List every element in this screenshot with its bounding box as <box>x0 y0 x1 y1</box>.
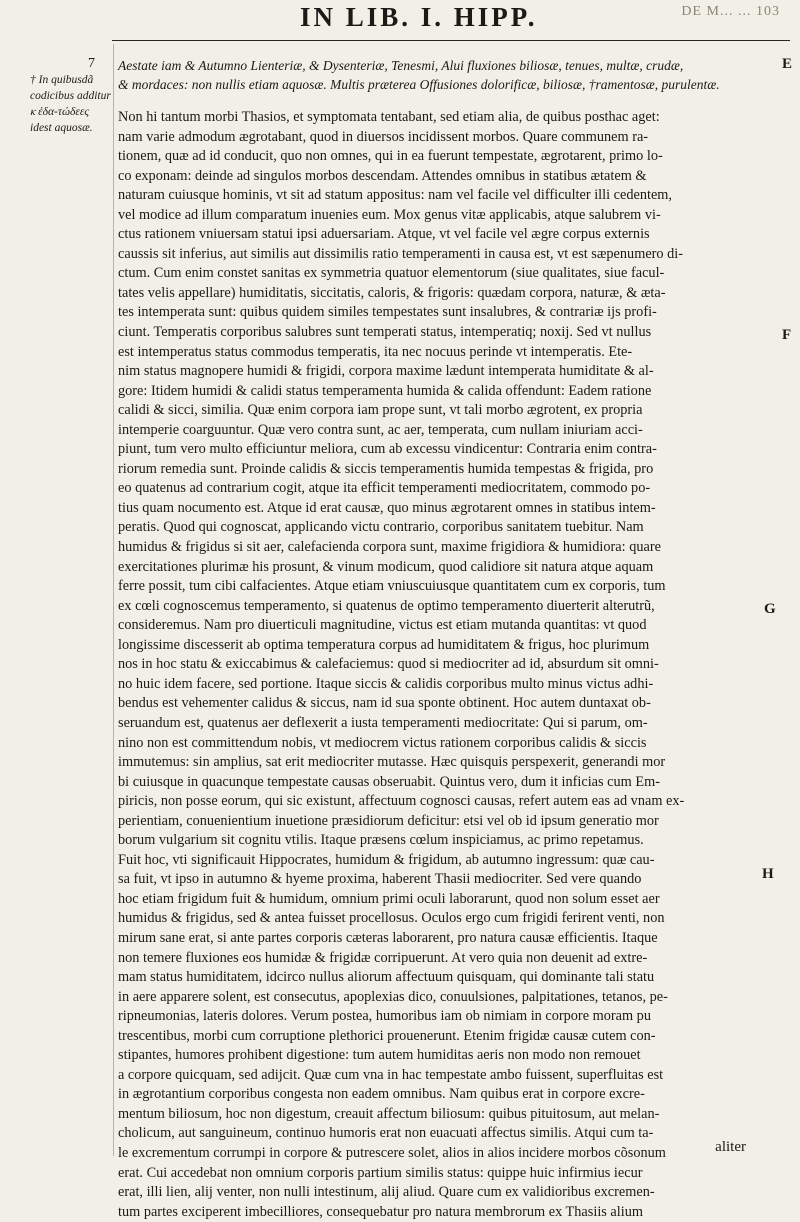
text-line: ctum. Cum enim constet sanitas ex symmetria quatuor elementorum (siue qualitates, siue facul- <box>118 265 665 282</box>
margin-number: 7 <box>88 56 95 71</box>
text-line: Fuit hoc, vti significauit Hippocrates, humidum & frigidum, ab autumno ingressum: quæ cau- <box>118 851 655 868</box>
text-line: nam varie admodum ægrotabant, quod in diuersos incidissent morbos. Quare communem ra- <box>118 128 649 145</box>
text-line: erat. Cui accedebat non omnium corporis partium similis status: quippe huic infirmius iecur <box>118 1164 643 1181</box>
text-line: piunt, tum vero multo efficiuntur meliora, cum ab excessu vindicentur: Contraria enim contra- <box>118 441 657 458</box>
text-line: hoc etiam frigidum fuit & humidum, omnium primi oculi laborarunt, quod non solum esset aer <box>118 890 660 907</box>
text-line: consideremus. Nam pro diuerticuli magnitudine, victus est etiam mutanda quantitas: vt quod <box>118 617 647 634</box>
text-line: a corpore quicquam, sed adijcit. Quæ cum vna in hac tempestate ambo fuissent, superfluitas est <box>118 1066 664 1083</box>
section-marker-g: G <box>764 601 776 617</box>
margin-note: † In quibusdã codicibus additur ⲕ ἐδα-τώδεες idest aquosæ. <box>30 74 111 134</box>
section-marker-f: F <box>782 327 792 343</box>
text-line: borum vulgarium sit cognitu vtilis. Itaque præsens cœlum inspiciamus, ac primo repetamus. <box>118 832 644 849</box>
main-text-column <box>118 56 768 1222</box>
text-line: tionem, quæ ad id conducit, quo non omnes, qui in ea fuerunt tempestate, ægrotarent, primo lo- <box>118 148 663 165</box>
text-line: bendus est vehementer calidus & siccus, nam id sua sponte obtinent. Hoc autem duntaxat ob- <box>118 695 651 712</box>
aphorism-line: & mordaces: non nullis etiam aquosæ. Multis præterea Offusiones dolorificæ, biliosæ, †ramentosæ, purulentæ. <box>118 77 720 92</box>
page-reference: DE M... ... 103 <box>681 4 780 19</box>
section-marker-e: E <box>782 56 793 72</box>
text-line: mam status humiditatem, idcirco nullus aliorum affectuum quisquam, qui dominante tali statu <box>118 969 655 986</box>
text-line: co exponam: deinde ad singulos morbos descendam. Attendes omnibus in statibus ætatem & <box>118 167 647 184</box>
text-line: est intemperatus status commodus temperatis, ita nec nocuus perinde vt intemperatis. Ete- <box>118 343 633 360</box>
text-line: humidus & frigidus si sit aer, calefacienda corpora sunt, maxime frigidiora & humidiora: quare <box>118 539 661 556</box>
text-line: bi cuiusque in quacunque tempestate causas obseruabit. Quintus vero, dum it inficias cum Em- <box>118 773 660 790</box>
text-line: sa fuit, vt ipso in autumno & hyeme proxima, haberent Thasii mediocriter. Sed vere quando <box>118 871 642 888</box>
text-line: erat, illi lien, alij venter, non nulli intestinum, alij aliud. Quare cum ex validioribus excremen- <box>118 1184 655 1201</box>
text-line: ex cœli cognoscemus temperamento, si quatenus de optimo temperamento diuerterit alterutrũ, <box>118 597 655 614</box>
text-line: Non hi tantum morbi Thasios, et symptomata tentabant, sed etiam alia, de quibus posthac aget: <box>118 109 660 125</box>
text-line: nino non est committendum nobis, vt mediocrem victus rationem corporibus calidis & siccis <box>118 734 647 751</box>
text-line: calidi & sicci, similia. Quæ enim corpora iam prope sunt, vt tali morbo ægrotent, ex propria <box>118 402 643 419</box>
text-line: in ægrotantium corporibus congesta non eadem omnibus. Nam quibus erat in corpore excre- <box>118 1086 645 1103</box>
header-rule <box>112 40 790 41</box>
text-line: nim status magnopere humidi & frigidi, corpora maxime lædunt intemperata humiditate & al- <box>118 363 654 380</box>
text-line: nos in hoc statu & exiccabimus & calefaciemus: quod si mediocriter ad id, absurdum sit omni- <box>118 656 659 673</box>
aphorism-line: Aestate iam & Autumno Lienteriæ, & Dysenteriæ, Tenesmi, Alui fluxiones biliosæ, tenues, multæ, crudæ, <box>118 58 684 73</box>
text-line: humidus & frigidus, sed & antea fuisset procellosus. Oculos ergo cum frigidi ferirent venti, non <box>118 910 665 927</box>
text-line: cholicum, aut sanguineum, continuo humoris erat non euacuati affectus similis. Atqui cum ta- <box>118 1125 654 1142</box>
text-line: ctus rationem vniuersam statui ipsi aduersariam. Atque, vt vel facile vel ægre corpus externis <box>118 226 650 243</box>
text-line: no huic idem facere, sed portione. Itaque siccis & calidis corporibus multo minus victus adhi- <box>118 675 654 692</box>
text-line: perientiam, conuenientium inuetione præsidiorum deficitur: etsi vel ob id ipsum generatio mor <box>118 812 659 829</box>
text-line: mentum biliosum, hoc non digestum, creauit affectum biliosum: quibus pituitosum, aut melan- <box>118 1105 660 1122</box>
text-line: naturam cuiusque hominis, vt sit ad statum appositus: nam vel facile vel difficulter illi cedentem, <box>118 187 673 204</box>
commentary-text <box>118 108 768 1222</box>
margin-divider <box>113 44 114 1156</box>
aphorism-text <box>118 56 768 94</box>
text-line: trescentibus, morbi cum corruptione plethorici prouenerunt. Etenim frigidæ causæ cutem con- <box>118 1027 656 1044</box>
text-line: tius quam nocumento est. Atque id erat causæ, quo minus ægrotarent omnes in statibus intem- <box>118 499 656 516</box>
text-line: tum partes exciperent imbecilliores, consequebatur pro natura membrorum ex Thasiis alium <box>118 1203 643 1220</box>
text-line: peratis. Quod qui cognoscat, applicando victu contrario, corporibus sanitatem tuebitur. Nam <box>118 519 644 536</box>
text-line: riorum remedia sunt. Proinde calidis & siccis temperamentis humida tempestas & frigida, pro <box>118 460 654 477</box>
text-line: immutemus: sin amplius, sat erit mediocriter mutasse. Hæc quisquis perspexerit, generandi mor <box>118 754 666 771</box>
catchword: aliter <box>715 1139 746 1155</box>
text-line: piricis, non posse eorum, qui sic existunt, affectuum cognosci causas, refert autem eas ad vnam ex- <box>118 793 685 810</box>
text-line: intemperie coarguuntur. Quæ vero contra sunt, ac aer, temperata, cum nullam iniuriam acci- <box>118 421 643 438</box>
text-line: seruandum est, quatenus aer deflexerit a iusta temperamenti mediocritate: Qui si parum, om- <box>118 714 648 731</box>
text-line: ciunt. Temperatis corporibus salubres sunt temperati status, intemperatiq; noxij. Sed vt nullus <box>118 324 652 341</box>
text-line: ferre possit, tum cibi calfacientes. Atque etiam vniuscuiusque quantitatem cum ex corporis, tum <box>118 578 666 595</box>
text-line: longissime discesserit ab optima temperatura corpus ad humiditatem & frigus, hoc plurimum <box>118 636 650 653</box>
text-line: caussis sit inferius, aut similis aut dissimilis ratio temperamenti in causa est, vt est sæpenumero di- <box>118 245 684 262</box>
text-line: vel modice ad illum comparatum inuenies eum. Mox genus vitæ applicabis, atque salubrem vi- <box>118 206 661 223</box>
text-line: mirum sane erat, si ante partes corporis cæteras laborarent, pro natura causæ efficientis. Itaque <box>118 929 658 946</box>
text-line: non temere fluxiones eos humidæ & frigidæ corripuerunt. At vero quia non deuenit ad extre- <box>118 949 648 966</box>
text-line: le excrementum corrumpi in corpore & putrescere solet, alios in alios incidere morbos cõsonum <box>118 1144 666 1161</box>
text-line: ripneumonias, lateris dolores. Verum postea, humoribus iam ob nimiam in corpore moram pu <box>118 1008 651 1025</box>
running-head: IN LIB. I. HIPP. <box>300 2 538 32</box>
text-line: eo quatenus ad contrarium cogit, atque ita efficit temperamenti mediocritatem, commodo po- <box>118 480 651 497</box>
section-marker-h: H <box>762 866 774 882</box>
text-line: tes intemperata sunt: quibus quidem similes tempestates sunt insalubres, & contrariæ ijs profi- <box>118 304 657 321</box>
text-line: exercitationes plurimæ his prosunt, & vinum modicum, quod calidiore sit natura atque aquam <box>118 558 654 575</box>
text-line: stipantes, humores prohibent digestione: tum autem humiditas aeris non modo non remouet <box>118 1047 641 1064</box>
text-line: tates velis appellare) humiditatis, siccitatis, caloris, & frigoris: quædam corpora, naturæ, & æta- <box>118 284 666 301</box>
text-line: gore: Itidem humidi & calidi status temperamenta humida & calida offendunt: Eadem ratione <box>118 382 652 399</box>
text-line: in aere apparere solent, est consecutus, apoplexias dico, conuulsiones, palpitationes, tetanos, pe- <box>118 988 668 1005</box>
